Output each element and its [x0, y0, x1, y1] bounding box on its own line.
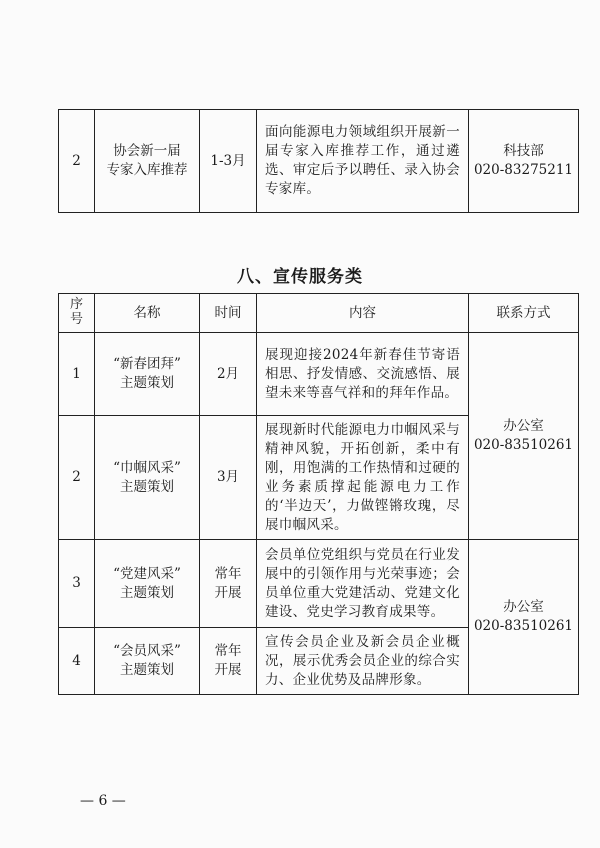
table-header-row — [59, 294, 579, 333]
row-name-line1: 协会新一届 — [113, 143, 181, 159]
row-name-line1: “会员风采” — [113, 643, 181, 659]
row-time — [200, 540, 257, 628]
row-name — [95, 110, 200, 213]
row-name-line2: 专家入库推荐 — [106, 162, 188, 178]
publicity-table — [58, 293, 579, 695]
page-number: — 6 — — [80, 793, 126, 809]
row-time — [200, 628, 257, 695]
row-name-line2: 主题策划 — [120, 375, 174, 391]
contact-phone: 020-83510261 — [473, 618, 574, 634]
row-name-line1: “新春团拜” — [113, 356, 181, 372]
row-time-line1: 2月 — [216, 365, 240, 382]
contact-phone: 020-83275211 — [473, 162, 574, 178]
row-name — [95, 416, 200, 540]
row-time-line2: 开展 — [214, 662, 242, 678]
header-time: 时间 — [200, 294, 257, 333]
expert-table — [58, 109, 579, 213]
row-contact — [469, 110, 579, 213]
table-row — [59, 540, 579, 628]
row-time-line2: 开展 — [214, 584, 242, 601]
row-time: 1-3月 — [200, 110, 257, 213]
section-title: 八、宣传服务类 — [237, 267, 363, 287]
row-name-line1: “巾帼风采” — [113, 459, 181, 476]
row-index: 2 — [59, 416, 95, 540]
row-name-line2: 主题策划 — [120, 478, 174, 495]
row-time-line1: 3月 — [216, 469, 240, 485]
row-content: 会员单位党组织与党员在行业发展中的引领作用与光荣事迹；会员单位重大党建活动、党建文化建设、党史学习教育成果等。 — [257, 540, 469, 628]
row-content: 宣传会员企业及新会员企业概况，展示优秀会员企业的综合实力、企业优势及品牌形象。 — [257, 628, 469, 695]
header-index — [59, 294, 95, 333]
contact-dept: 科技部 — [503, 143, 544, 159]
header-content: 内容 — [257, 294, 469, 333]
row-index: 2 — [59, 110, 95, 213]
row-index: 1 — [59, 333, 95, 416]
table-row — [59, 333, 579, 416]
row-name-line1: “党建风采” — [113, 565, 181, 582]
header-contact: 联系方式 — [469, 294, 579, 333]
row-name — [95, 540, 200, 628]
row-name — [95, 333, 200, 416]
row-contact — [469, 333, 579, 540]
row-time — [200, 416, 257, 540]
row-content: 展现新时代能源电力巾帼风采与精神风貌，开拓创新，柔中有刚，用饱满的工作热情和过硬的业务素质撑起能源电力工作的‘半边天’，力做铿锵玫瑰，尽展巾帼风采。 — [257, 416, 469, 540]
contact-dept: 办公室 — [503, 418, 544, 434]
row-index: 4 — [59, 628, 95, 695]
row-name-line2: 主题策划 — [120, 584, 174, 601]
row-content: 面向能源电力领域组织开展新一届专家入库推荐工作，通过遴选、审定后予以聘任、录入协会专家库。 — [257, 110, 469, 213]
contact-dept: 办公室 — [503, 599, 544, 615]
row-time-line1: 常年 — [214, 565, 242, 582]
contact-phone: 020-83510261 — [473, 437, 574, 453]
row-name-line2: 主题策划 — [120, 662, 174, 678]
header-name: 名称 — [95, 294, 200, 333]
row-contact — [469, 540, 579, 695]
row-index: 3 — [59, 540, 95, 628]
table-row — [59, 110, 579, 213]
row-name — [95, 628, 200, 695]
header-index-label: 序号 — [69, 297, 83, 327]
row-content: 展现迎接2024年新春佳节寄语相思、抒发情感、交流感悟、展望未来等喜气祥和的拜年作品。 — [257, 333, 469, 416]
row-time-line1: 常年 — [214, 643, 242, 659]
row-time — [200, 333, 257, 416]
